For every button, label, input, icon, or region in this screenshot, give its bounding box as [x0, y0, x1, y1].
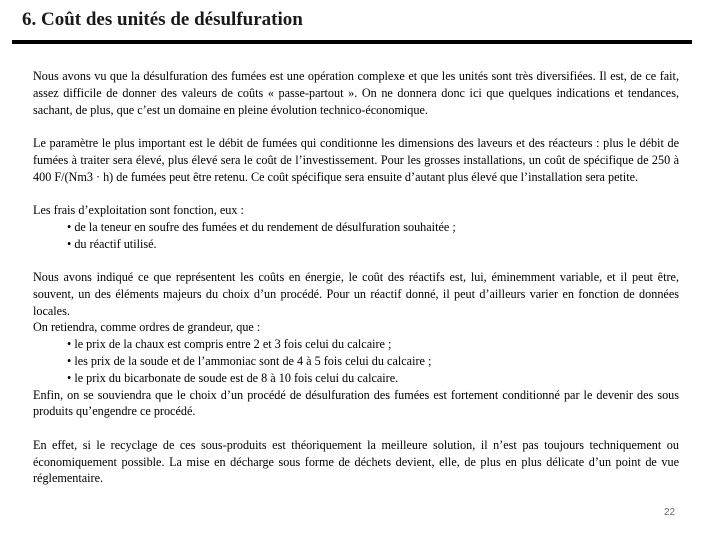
paragraph-intro: Nous avons vu que la désulfuration des fumées est une opération complexe et que les unités sont très diversifiées. Il est, de ce fait, assez difficile de donner des valeurs de coûts « passe-partout ». On ne donnera donc ici que quelques indications et tendances, sachant, de plus, que c’est un domaine en pleine évolution technico-économique. — [33, 69, 679, 117]
operating-costs-intro: Les frais d’exploitation sont fonction, eux : — [33, 202, 244, 217]
list-item: • le prix de la chaux est compris entre 2 et 3 fois celui du calcaire ; — [67, 337, 392, 352]
page-title: 6. Coût des unités de désulfuration — [22, 9, 303, 30]
paragraph-operating-costs — [33, 202, 679, 252]
paragraph-reagent-costs — [33, 269, 679, 420]
reagent-costs-conclusion: Enfin, on se souviendra que le choix d’un procédé de désulfuration des fumées est fortement conditionné par le devenir des sous produits qu’engendre ce procédé. — [33, 387, 679, 419]
paragraph-recycling: En effet, si le recyclage de ces sous-produits est théoriquement la meilleure solution, il n’est pas toujours techniquement ou économiquement possible. La mise en décharge sous forme de déchets devient, elle, de plus en plus délicate d’un point de vue réglementaire. — [33, 437, 679, 486]
reagent-costs-text: Nous avons indiqué ce que représentent les coûts en énergie, le coût des réactifs est, lui, éminemment variable, et il peut être, souvent, un des éléments majeurs du choix d’un procédé. Pour un réactif donné, il peut d’ailleurs varier en fonction de données locales. — [33, 269, 679, 318]
list-item: • le prix du bicarbonate de soude est de 8 à 10 fois celui du calcaire. — [67, 370, 399, 385]
list-item: • de la teneur en soufre des fumées et du rendement de désulfuration souhaitée ; — [67, 219, 456, 234]
reagent-costs-intro: On retiendra, comme ordres de grandeur, que : — [33, 320, 261, 335]
list-item: • les prix de la soude et de l’ammoniac sont de 4 à 5 fois celui du calcaire ; — [67, 353, 432, 368]
list-item: • du réactif utilisé. — [67, 236, 157, 251]
page-number: 22 — [664, 507, 676, 518]
title-underline — [12, 40, 692, 44]
body-text — [33, 68, 679, 504]
paragraph-flow-rate: Le paramètre le plus important est le débit de fumées qui conditionne les dimensions des laveurs et des réacteurs : plus le débit de fumées à traiter sera élevé, plus élevé sera le coût de l’investissement. Pour les grosses installations, un coût de spécifique de 250 à 400 F/(Nm3 · h) de fumées peut être retenu. Ce coût spécifique sera ensuite d’autant plus élevé que l’installation sera petite. — [33, 135, 679, 184]
